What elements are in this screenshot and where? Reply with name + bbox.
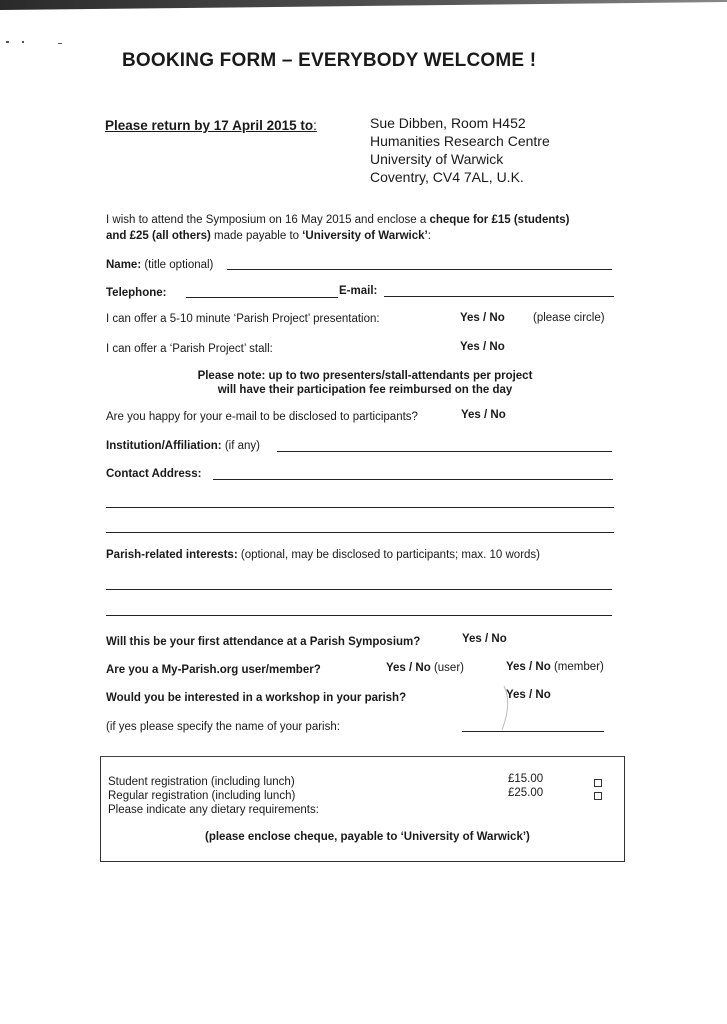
- return-address: [370, 114, 550, 186]
- student-registration-price: £15.00: [508, 773, 544, 785]
- form-title: BOOKING FORM – EVERYBODY WELCOME !: [122, 50, 537, 71]
- parish-name-label: (if yes please specify the name of your parish:: [106, 721, 340, 733]
- name-field[interactable]: [227, 269, 612, 270]
- please-circle-note: (please circle): [533, 312, 605, 324]
- contact-address-field[interactable]: [213, 479, 613, 480]
- contact-address-line[interactable]: [106, 507, 614, 508]
- email-disclose-question: Are you happy for your e-mail to be disclosed to participants?: [106, 411, 418, 423]
- regular-registration-price: £25.00: [508, 787, 544, 799]
- student-registration-checkbox[interactable]: [594, 779, 602, 787]
- institution-field[interactable]: [277, 451, 612, 452]
- address-line: University of Warwick: [370, 151, 504, 167]
- note-line: will have their participation fee reimbursed on the day: [217, 384, 513, 396]
- email-label: E-mail:: [339, 285, 378, 297]
- student-registration-label: Student registration (including lunch): [108, 776, 295, 788]
- address-line: Humanities Research Centre: [370, 133, 550, 149]
- regular-registration-label: Regular registration (including lunch): [108, 790, 296, 802]
- first-attendance-yes-no[interactable]: Yes / No: [462, 633, 507, 645]
- regular-registration-checkbox[interactable]: [594, 792, 602, 800]
- intro-line-2: and £25 (all others) made payable to ‘University of Warwick’:: [106, 230, 431, 242]
- myparish-member-option[interactable]: Yes / No (member): [506, 661, 604, 673]
- first-attendance-question: Will this be your first attendance at a Parish Symposium?: [106, 636, 421, 648]
- telephone-label: Telephone:: [106, 287, 167, 299]
- presentation-yes-no[interactable]: Yes / No: [460, 312, 505, 324]
- interests-label: Parish-related interests: (optional, may be disclosed to participants; max. 10 words): [106, 549, 541, 561]
- cheque-note: (please enclose cheque, payable to ‘University of Warwick’): [205, 831, 530, 843]
- return-by-label: Please return by 17 April 2015 to:: [105, 118, 317, 133]
- reimbursement-note: [100, 369, 630, 397]
- email-disclose-yes-no[interactable]: Yes / No: [461, 409, 506, 421]
- interests-field[interactable]: [106, 589, 612, 590]
- telephone-field[interactable]: [186, 297, 338, 298]
- myparish-question: Are you a My-Parish.org user/member?: [106, 664, 321, 676]
- institution-label: Institution/Affiliation: (if any): [106, 440, 260, 452]
- contact-address-label: Contact Address:: [106, 468, 202, 480]
- interests-line[interactable]: [106, 615, 612, 616]
- scan-speck: [6, 41, 9, 43]
- myparish-user-option[interactable]: Yes / No (user): [386, 662, 464, 674]
- pen-mark: [496, 684, 512, 732]
- email-field[interactable]: [384, 296, 614, 297]
- address-line: Sue Dibben, Room H452: [370, 115, 526, 131]
- stall-question: I can offer a ‘Parish Project’ stall:: [106, 343, 273, 355]
- name-label: Name: (title optional): [106, 259, 214, 271]
- presentation-question: I can offer a 5-10 minute ‘Parish Project’ presentation:: [106, 313, 380, 325]
- scan-speck: [58, 43, 62, 44]
- dietary-requirements-label: Please indicate any dietary requirements:: [108, 804, 319, 816]
- scan-speck: [22, 41, 24, 43]
- address-line: Coventry, CV4 7AL, U.K.: [370, 169, 524, 185]
- intro-line-1: I wish to attend the Symposium on 16 May 2015 and enclose a cheque for £15 (students): [106, 214, 570, 226]
- contact-address-line[interactable]: [106, 532, 614, 533]
- parish-name-field[interactable]: [462, 731, 604, 732]
- workshop-yes-no[interactable]: Yes / No: [506, 689, 551, 701]
- stall-yes-no[interactable]: Yes / No: [460, 341, 505, 353]
- note-line: Please note: up to two presenters/stall-attendants per project: [197, 370, 533, 382]
- scan-edge: [0, 0, 727, 10]
- workshop-question: Would you be interested in a workshop in your parish?: [106, 692, 407, 704]
